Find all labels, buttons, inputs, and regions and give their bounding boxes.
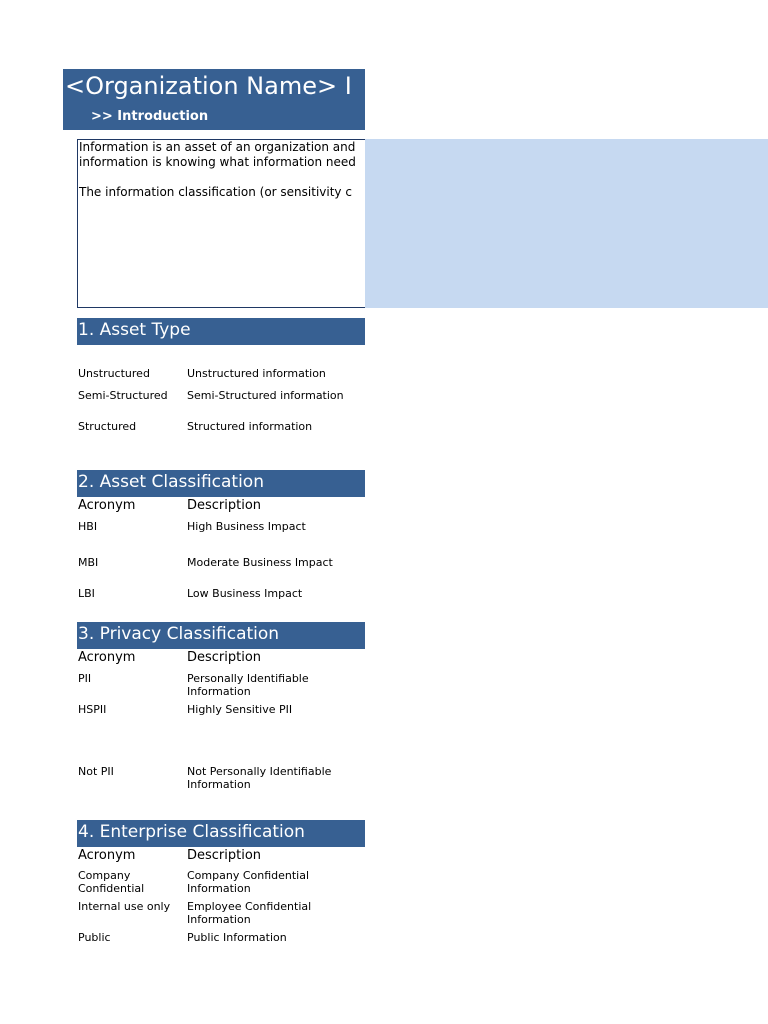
privacy-class-desc-cont[interactable]: Information xyxy=(187,685,251,698)
privacy-class-desc[interactable]: Personally Identifiable xyxy=(187,672,309,685)
intro-line-3: The information classification (or sensitivity c xyxy=(79,185,352,199)
asset-class-term[interactable]: MBI xyxy=(78,556,99,569)
enterprise-class-term-cont[interactable]: Confidential xyxy=(78,882,145,895)
enterprise-class-desc[interactable]: Company Confidential xyxy=(187,869,310,882)
asset-class-desc[interactable]: High Business Impact xyxy=(187,520,306,533)
column-header-description: Description xyxy=(187,498,262,513)
enterprise-class-desc-cont[interactable]: Information xyxy=(187,882,251,895)
asset-type-term[interactable]: Structured xyxy=(78,420,137,433)
asset-type-term[interactable]: Semi-Structured xyxy=(78,389,168,402)
intro-line-2: information is knowing what information need xyxy=(79,155,356,169)
section-asset-classification-heading: 2. Asset Classification xyxy=(77,470,365,497)
page-subtitle: >> Introduction xyxy=(91,109,209,124)
section-privacy-classification-heading: 3. Privacy Classification xyxy=(77,622,365,649)
privacy-class-desc[interactable]: Not Personally Identifiable xyxy=(187,765,332,778)
asset-type-desc[interactable]: Semi-Structured information xyxy=(187,389,344,402)
column-header-description: Description xyxy=(187,650,262,665)
enterprise-class-desc[interactable]: Public Information xyxy=(187,931,287,944)
privacy-class-term[interactable]: HSPII xyxy=(78,703,107,716)
enterprise-class-desc[interactable]: Employee Confidential xyxy=(187,900,312,913)
asset-class-term[interactable]: HBI xyxy=(78,520,98,533)
asset-type-desc[interactable]: Unstructured information xyxy=(187,367,326,380)
enterprise-class-term[interactable]: Company xyxy=(78,869,131,882)
privacy-class-desc-cont[interactable]: Information xyxy=(187,778,251,791)
section-asset-type-heading: 1. Asset Type xyxy=(77,318,365,345)
asset-class-desc[interactable]: Low Business Impact xyxy=(187,587,303,600)
asset-class-term[interactable]: LBI xyxy=(78,587,95,600)
privacy-class-desc[interactable]: Highly Sensitive PII xyxy=(187,703,293,716)
intro-text-box[interactable] xyxy=(77,139,365,308)
asset-type-term[interactable]: Unstructured xyxy=(78,367,150,380)
enterprise-class-term[interactable]: Internal use only xyxy=(78,900,171,913)
enterprise-class-desc-cont[interactable]: Information xyxy=(187,913,251,926)
enterprise-class-term[interactable]: Public xyxy=(78,931,111,944)
privacy-class-term[interactable]: Not PII xyxy=(78,765,114,778)
intro-line-1: Information is an asset of an organization and xyxy=(79,140,356,154)
asset-type-desc[interactable]: Structured information xyxy=(187,420,313,433)
column-header-acronym: Acronym xyxy=(78,498,136,513)
title-banner xyxy=(63,69,365,130)
page-title: <Organization Name> I xyxy=(65,72,352,100)
column-header-acronym: Acronym xyxy=(78,848,136,863)
section-enterprise-classification-heading: 4. Enterprise Classification xyxy=(77,820,365,847)
column-header-description: Description xyxy=(187,848,262,863)
column-header-acronym: Acronym xyxy=(78,650,136,665)
privacy-class-term[interactable]: PII xyxy=(78,672,92,685)
asset-class-desc[interactable]: Moderate Business Impact xyxy=(187,556,333,569)
